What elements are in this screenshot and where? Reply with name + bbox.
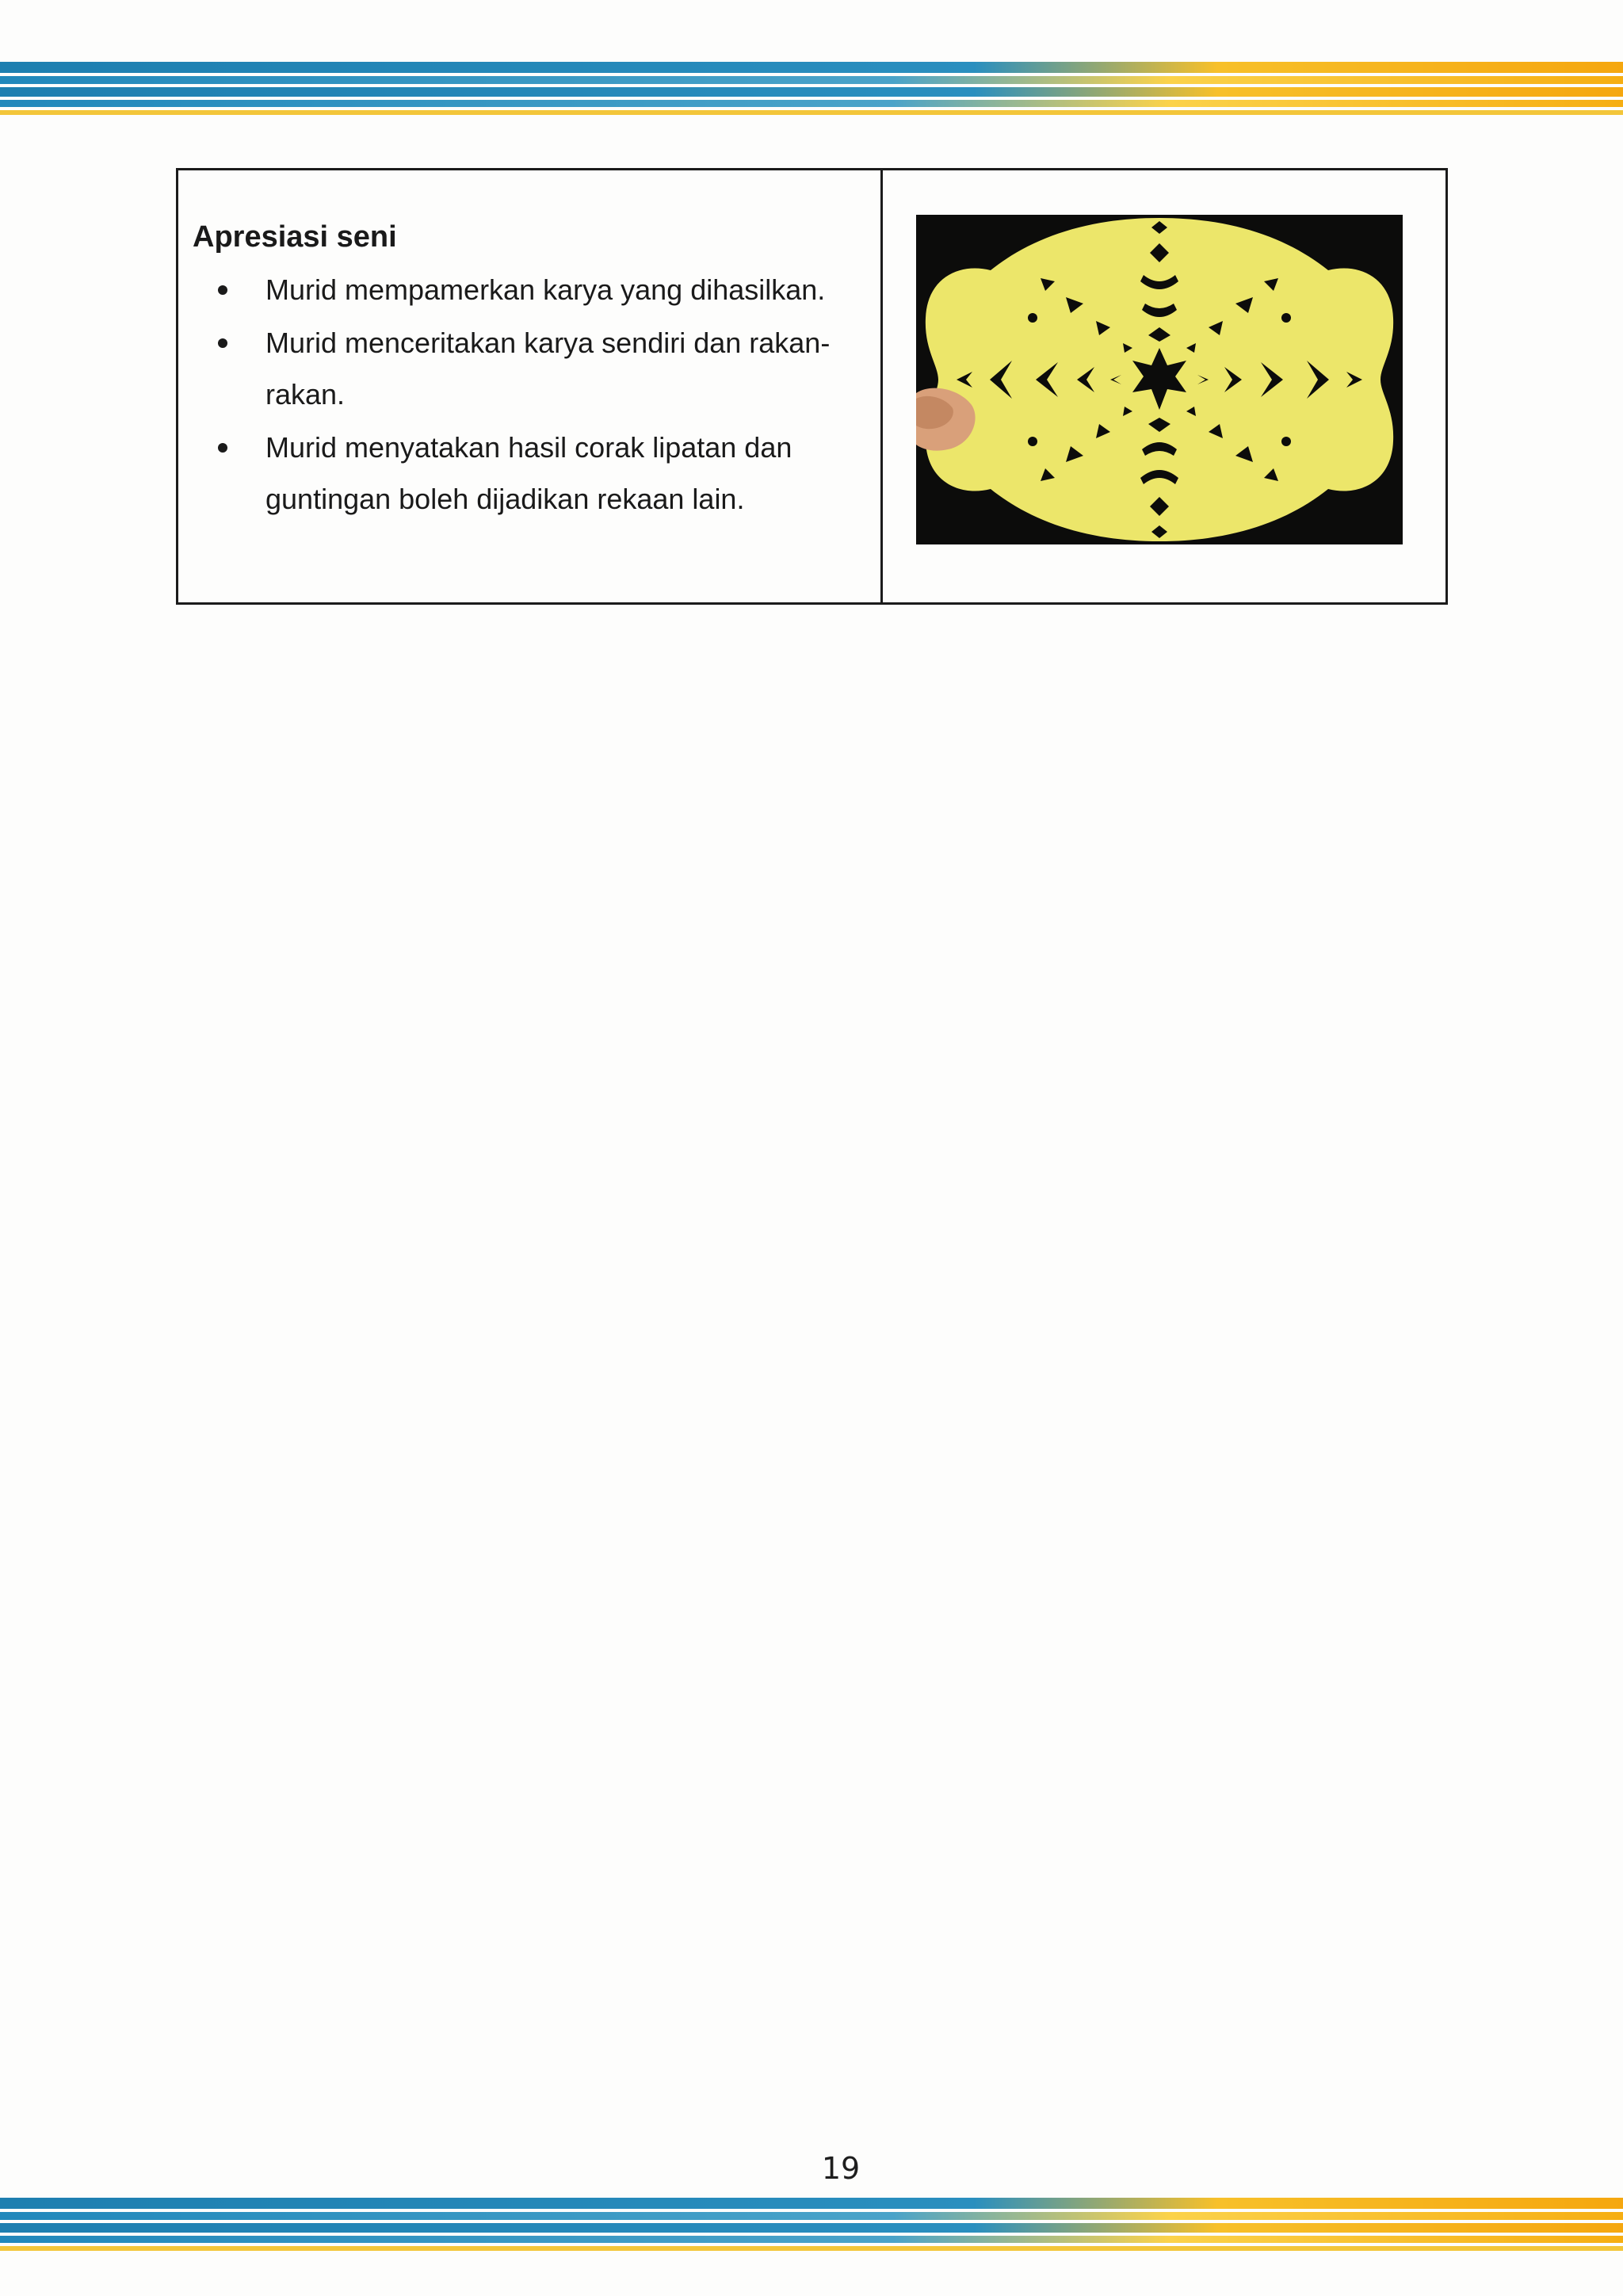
appreciation-list [193,264,865,525]
header-stripes [0,62,1623,120]
page-number: 19 [821,2151,861,2186]
footer-stripes [0,2198,1623,2257]
paper-cutting-photo [916,215,1403,544]
header-band [0,62,1623,120]
activity-table [176,168,1448,605]
section-heading: Apresiasi seni [193,220,397,254]
list-item [193,264,865,315]
list-item-text: Murid mempamerkan karya yang dihasilkan. [265,273,826,306]
list-item-text: Murid menceritakan karya sendiri dan rakan-rakan. [265,327,831,411]
list-item [193,422,865,525]
appreciation-cell [178,170,883,602]
list-item-text: Murid menyatakan hasil corak lipatan dan guntingan boleh dijadikan rekaan lain. [265,431,792,515]
bullet-icon [218,338,227,348]
bullet-icon [218,443,227,453]
list-item [193,317,865,420]
paper-cutting-artwork [916,215,1403,544]
bullet-icon [218,285,227,295]
image-cell [883,170,1445,602]
footer-band [0,2198,1623,2257]
